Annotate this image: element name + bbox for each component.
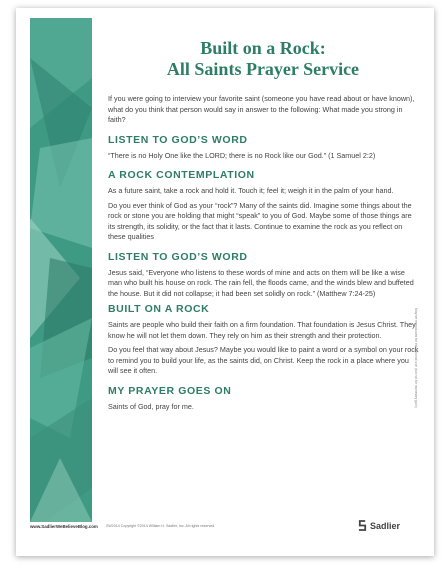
geometric-pattern	[30, 18, 92, 522]
reproduction-note: May be reproduced for educational use (but not for monetary gain)	[414, 308, 418, 408]
scripture-quote-samuel: “There is no Holy One like the LORD; there is no Rock like our God.” (1 Samuel 2:2)	[108, 150, 376, 160]
contemplation-paragraph-1: As a future saint, take a rock and hold it. Touch it; feel it; weigh it in the palm of your hand.	[108, 186, 394, 195]
section-heading-listen-1: LISTEN TO GOD’S WORD	[108, 133, 248, 146]
intro-paragraph: If you were going to interview your favorite saint (someone you have read about or have known), what do you think that person would say in answer to the following: What made you strong in faith?	[108, 94, 415, 124]
footer-copyright: SW2014 Copyright ©2014 William H. Sadlier, Inc. All rights reserved.	[106, 524, 216, 528]
decorative-side-strip	[30, 18, 92, 522]
scripture-quote-matthew: Jesus said, “Everyone who listens to these words of mine and acts on them will be like a wise man who built his house on rock. The rain fell, the floods came, and the winds blew and buffeted the house. But it did not collapse; it had been set solidly on rock.” (Matthew 7:24-25)	[108, 267, 414, 298]
sadlier-logo	[358, 520, 400, 531]
section-heading-prayer: MY PRAYER GOES ON	[108, 384, 232, 397]
section-heading-listen-2: LISTEN TO GOD’S WORD	[108, 250, 248, 263]
section-heading-built-on-rock: BUILT ON A ROCK	[108, 303, 210, 315]
title-line-1: Built on a Rock:	[200, 38, 326, 58]
built-paragraph-1: Saints are people who build their faith on a firm foundation. That foundation is Jesus Christ. They know he will not let them down. They rely on him as their strength and their protection.	[108, 320, 416, 340]
sadlier-s-logo-icon	[358, 520, 367, 531]
title-line-2: All Saints Prayer Service	[166, 59, 360, 79]
logo-text: Sadlier	[370, 520, 401, 531]
worksheet-title	[108, 38, 418, 80]
built-paragraph-2: Do you feel that way about Jesus? Maybe you would like to paint a word or a symbol on your rock to remind you to build your life, as the saints did, on Christ. Keep the rock in a place where you will see it often.	[108, 345, 419, 375]
contemplation-paragraph-2: Do you ever think of God as your “rock”? Many of the saints did. Imagine some things about the rock or stone you are holding that might “speak” to you of God. Maybe some of those things are its strength, its solidity, or the fact that it lasts. Continue to examine the rock as you reflect on these qualities	[108, 200, 412, 241]
worksheet-content	[108, 94, 420, 416]
footer-website: www.SadlierWeBelieveBlog.com	[30, 524, 98, 529]
prayer-line: Saints of God, pray for me.	[108, 401, 194, 411]
worksheet-page	[16, 8, 434, 556]
section-heading-rock-contemplation: A ROCK CONTEMPLATION	[108, 169, 255, 181]
